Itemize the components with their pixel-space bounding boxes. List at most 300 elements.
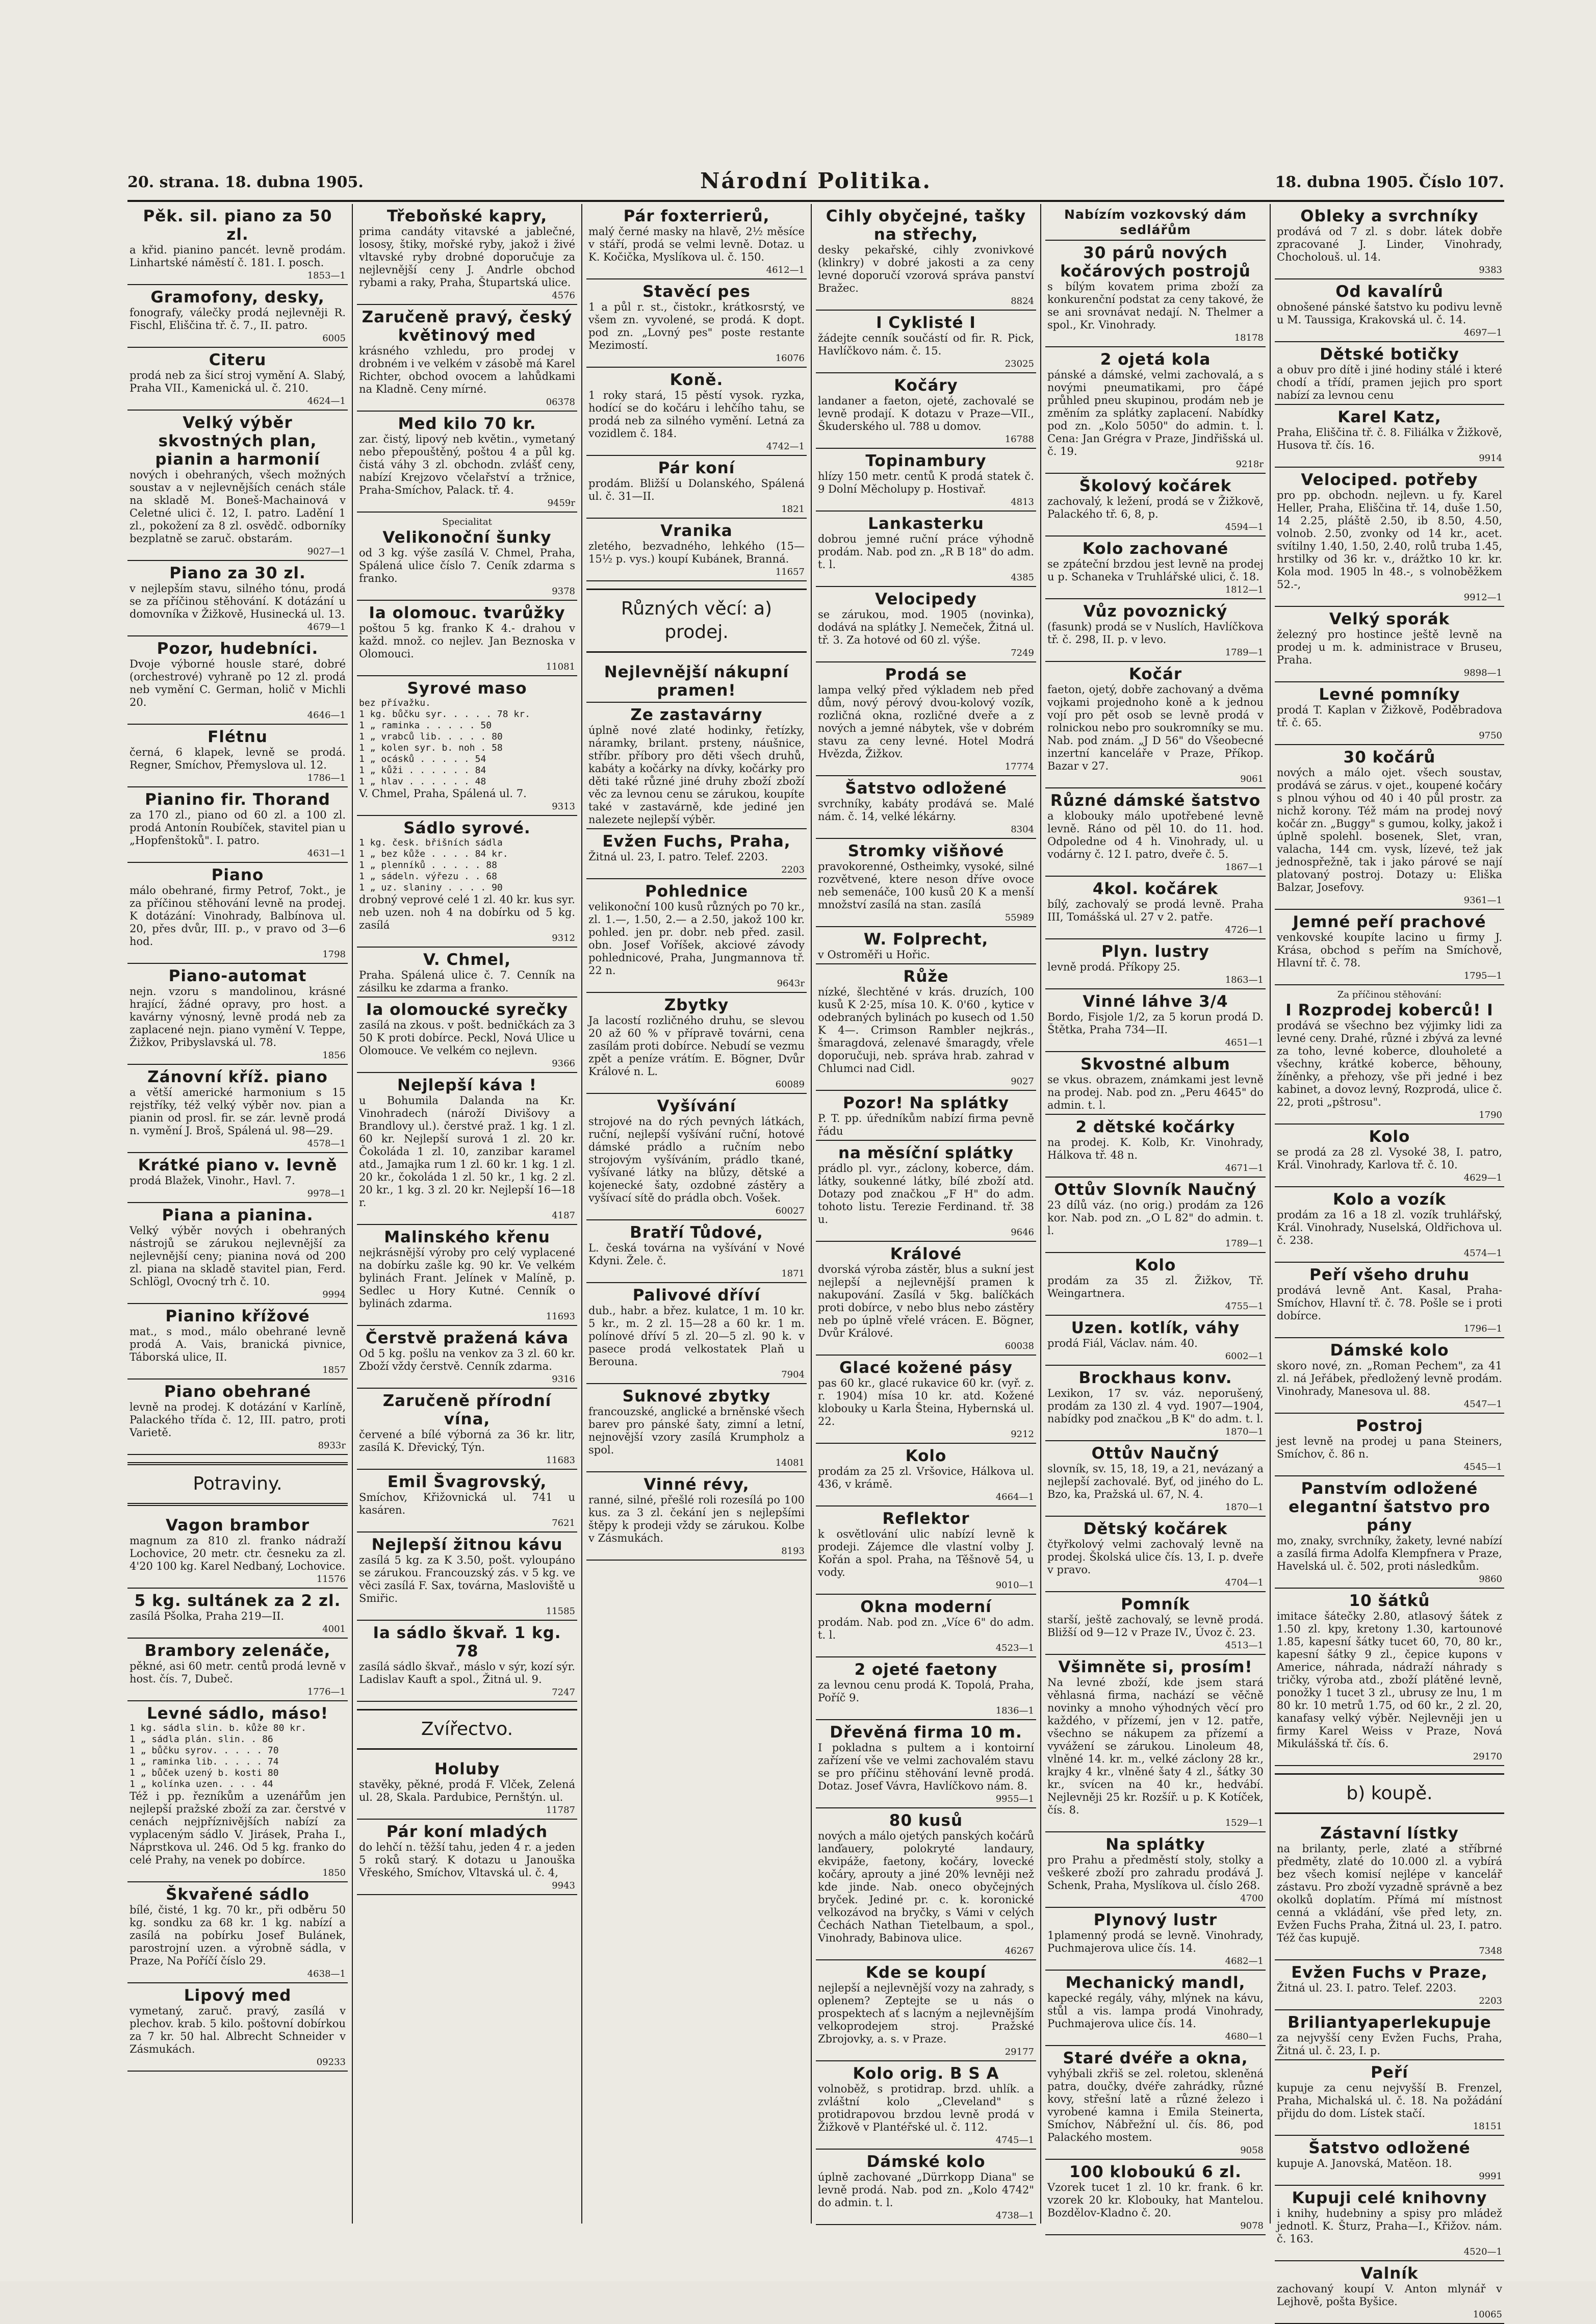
ad-title: Kde se koupí <box>865 1963 987 1982</box>
classified-ad <box>127 348 348 411</box>
ad-title: Nejlepší žitnou kávu <box>371 1536 563 1554</box>
ad-title: Kupuji celé knihovny <box>1292 2189 1487 2207</box>
ad-title: Pianino fir. Thorand <box>145 790 330 809</box>
ad-title: Krátké piano v. levně <box>138 1156 338 1174</box>
ad-body: čtyřkolový velmi zachovalý levně na prodej. Školská ulice čís. 13, I. p. dveře v pravo. <box>1047 1538 1264 1576</box>
ad-body: P. T. pp. úředníkům nabízí firma pevně řádu <box>818 1112 1034 1137</box>
classified-ad <box>1275 342 1504 405</box>
ad-code: 8933r <box>318 1440 346 1451</box>
ad-code: 6005 <box>322 333 346 344</box>
ad-title: Vinné láhve 3/4 <box>1083 992 1228 1011</box>
ad-body: dvorská výroba zástěr, blus a sukní jest nejlepší a nejlevnější pramen k nakupování. Zasílá v 5kg. balíčkách proti dobírce, v nebo blus nebo zástěry neb po úplně vřelé vrácen. E. Bögner, Dvůr Králové. <box>818 1263 1034 1339</box>
ad-body: pánské a dámské, velmi zachovalá, a s novými pneumatikami, pro čápé průhled pneu skupinou, prodám neb je změním za splátky zaplacení. Nabídky pod zn. „Kolo 5050" do admin. t. l. Cena: Jan Grégra v Praze, Jindřišská ul. č. 19. <box>1047 369 1264 457</box>
ad-title: Růže <box>903 967 949 986</box>
ad-code: 29170 <box>1473 1751 1502 1762</box>
classified-ad <box>357 1225 577 1326</box>
columns-container <box>127 204 1504 2320</box>
classified-ad <box>586 1472 807 1561</box>
ad-body: a klobouky málo upotřebené levně levně. Ráno od pěl 10. do 11. hod. Odpoledne od 4 h. Vinohrady, ul. u vodárny č. 12 I. patro, dveře č. 5. <box>1047 810 1264 860</box>
ad-code: 4745—1 <box>995 2135 1034 2146</box>
ad-title: Obleky a svrchníky <box>1300 207 1479 225</box>
ad-title: Pár koní mladých <box>386 1823 548 1841</box>
classified-ad <box>1275 910 1504 985</box>
classified-ad <box>816 1657 1036 1720</box>
column-1 <box>127 204 348 2224</box>
ad-code: 2203 <box>1479 1996 1502 2006</box>
ad-code: 8193 <box>781 1546 805 1556</box>
ad-code: 9955—1 <box>995 1794 1034 1804</box>
ad-body: pravokorenné, Ostheimky, vysoké, silné rozvětvené, ktere neson dříve ovoce neb semenáče, 100 kusů 20 K a menší množství zasílá na stan. zasílá <box>818 860 1034 911</box>
classified-ad <box>1045 939 1266 989</box>
ad-body: a křid. pianino pancét. levně prodám. Linhartské náměstí č. 181. I. posch. <box>130 244 346 269</box>
ad-title: Nejlepší káva ! <box>397 1076 537 1094</box>
ad-body: nových a málo ojet. všech soustav, prodává se zárus. v ojet., koupené kočáry s plnou výhou od 40 i 40 půl prostr. za nichž korony. Též mám na prodej nový kočár zn. „Buggy" s gumou, kolky, jakož i úplně spolehl. bosenek, Slet, vran, valacha, 144 cm. vysk, lízevé, tež jak jednospřežně, tak i jako párové se nají platovaný postroj. Dotazy u: Eliška Balzar, Josefovy. <box>1277 767 1502 893</box>
classified-ad <box>816 662 1036 776</box>
ad-code: 7621 <box>552 1518 575 1528</box>
ad-code: 4547—1 <box>1463 1399 1502 1410</box>
ad-body: pas 60 kr., glacé rukavice 60 kr. (vyř. z. r. 1904) mísa 10 kr. atd. Kožené klobouky u Karla Šteina, Hybernská ul. 22. <box>818 1377 1034 1427</box>
ad-title: 2 ojetá kola <box>1100 350 1211 369</box>
classified-ad <box>357 601 577 676</box>
ad-body: se prodá za 28 zl. Vysoké 38, I. patro, Král. Vinohrady, Karlova tř. č. 10. <box>1277 1146 1502 1171</box>
ad-title: Uzen. kotlík, váhy <box>1071 1319 1240 1337</box>
ad-code: 6002—1 <box>1225 1351 1264 1362</box>
ad-code: 11081 <box>546 661 575 672</box>
ad-body: levně na prodej. K dotázání v Karlíně, Palackého třída č. 12, III. patro, proti Varietě. <box>130 1401 346 1439</box>
classified-ad <box>1275 2060 1504 2136</box>
ad-code: 4631—1 <box>307 848 346 859</box>
ad-title: Čerstvě pražená káva <box>365 1329 569 1347</box>
ad-body: dobrou jemné ruční práce výhodně prodám. Nab. pod zn. „R B 18" do adm. t. l. <box>818 533 1034 571</box>
section-heading: Různých věcí: a) prodej. <box>586 589 807 653</box>
ad-list-line: 1 „ sádla plán. slin. . 86 <box>130 1734 273 1745</box>
ad-title: Brambory zelenáče, <box>144 1642 331 1660</box>
classified-ad <box>1275 2010 1504 2060</box>
ad-body: 1plamenný prodá se levně. Vinohrady, Puchmajerova ulice čís. 14. <box>1047 1929 1264 1954</box>
ad-body: fonografy, válečky prodá nejlevněji R. Fischl, Eliščina tř. č. 7., II. patro. <box>130 307 346 331</box>
ad-body: vyhýbali zkřiš se zel. roletou, skleněná patra, doučky, dvéře zahrádky, různé kovy, střešní latě a různé železo i vyrobené kamna i Emila Steinerta, Smíchov, Nábřežní ul. čís. 86, pod Palackého mostem. <box>1047 2067 1264 2143</box>
ad-code: 9058 <box>1240 2145 1264 2156</box>
ad-title: Kolo a vozík <box>1333 1190 1446 1209</box>
classified-ad <box>1045 1441 1266 1517</box>
ad-code: 1870—1 <box>1225 1502 1264 1513</box>
classified-ad <box>1045 1832 1266 1908</box>
ad-code: 9991 <box>1479 2171 1502 2182</box>
ad-list-line: 1 kg. bůčku syr. . . . . 78 kr. <box>359 709 530 720</box>
ad-code: 9383 <box>1479 265 1502 275</box>
classified-ad <box>816 776 1036 839</box>
ad-title: V. Chmel, <box>423 951 511 969</box>
ad-code: 9646 <box>1011 1227 1034 1238</box>
ad-title: Dámské kolo <box>1330 1341 1449 1360</box>
classified-ad <box>357 816 577 948</box>
ad-title: Glacé kožené pásy <box>839 1359 1013 1377</box>
classified-ad <box>1045 1366 1266 1441</box>
ad-body: málo obehrané, firmy Petrof, 7okt., je za příčinou stěhování levně na prodej. K dotázání: Vinohrady, Balbínova ul. 20, přes dvůr, III. p., v pravo od 3—6 hod. <box>130 884 346 948</box>
ad-code: 9316 <box>552 1374 575 1385</box>
classified-ad <box>127 1701 348 1882</box>
ad-body: prodává se všechno bez výjimky lidi za levné ceny. Drahé, různé i zbývá za levné za toho, levné koberce, dlouholeté a všechny, krátké koberce, běhouny, žíněnky, a přehozy, vše při jedné i bez kabinet, a dovoz levný, Rozprodá, ulice č. 22, proti „pštrosu". <box>1277 1019 1502 1108</box>
classified-ad <box>357 1757 577 1820</box>
ad-code: 4700 <box>1240 1893 1264 1904</box>
ad-body: ranné, silné, přešlé roli rozesílá po 100 kus. za 3 zl. čekání jen s nejlepšími štěpy k prodeji vždy se zárukou. Kolbe v Zásmukách. <box>588 1494 805 1544</box>
classified-ad <box>816 1091 1036 1141</box>
ad-code: 4726—1 <box>1225 925 1264 935</box>
ad-code: 9010—1 <box>995 1580 1034 1591</box>
ad-body: kupuje za cenu nejvyšší B. Frenzel, Praha, Michalská ul. č. 18. Na požádání přijdu do dom. Lístek stačí. <box>1277 2082 1502 2119</box>
ad-title: Na splátky <box>1105 1835 1205 1854</box>
ad-code: 7247 <box>552 1687 575 1698</box>
classified-ad <box>1045 241 1266 347</box>
ad-body: Též i pp. řezníkům a uzenářům jen nejlepší pražské zboží za zar. čerstvé v cenách nejpříznivějších nabízí za vyplaceným sádlo V. Jirásek, Praha I., Náprstkova ul. 246. Od 5 kg. franko do celé Prahy, na venek po dobírce. <box>130 1790 346 1866</box>
ad-body: zasílá sádlo škvař., máslo v sýr, kozí sýr. Ladislav Kauft a spol., Žitná ul. 9. <box>359 1661 575 1685</box>
ad-list-line: 1 „ bůček uzený b. kosti 80 <box>130 1768 279 1778</box>
ad-code: 9027—1 <box>307 546 346 557</box>
ad-code: 4629—1 <box>1463 1172 1502 1183</box>
classified-ad <box>1045 877 1266 939</box>
classified-ad <box>1275 1589 1504 1766</box>
ad-list-line: bez přívažku. <box>359 698 431 708</box>
ad-body: Lexikon, 17 sv. váz. neporušený, prodám za 130 zl. 4 vyd. 1907—1904, nabídky pod značkou „B K" do adm. t. l. <box>1047 1387 1264 1425</box>
ad-code: 1795—1 <box>1463 971 1502 981</box>
ad-title: Šatstvo odložené <box>845 779 1007 798</box>
ad-title: 80 kusů <box>889 1811 963 1830</box>
ad-title: Staré dvéře a okna, <box>1063 2049 1248 2067</box>
ad-body: pěkné, asi 60 metr. centů prodá levně v host. čís. 7, Dubeč. <box>130 1660 346 1685</box>
ad-code: 1786—1 <box>307 773 346 783</box>
ad-code: 1857 <box>322 1365 346 1375</box>
ad-body: na brilanty, perle, zlaté a stříbrné předměty, zlaté do 10.000 zl. a vybírá bez všech komisí nejlépe v kancelář zástavu. Pro zboží vyzadně správně a bez okolků doplatím. Přímá mí místnost cenná a vkládání, vše před lety, zn. Evžen Fuchs Praha, Žitná ul. 23, I. patro. Též čas kupujě. <box>1277 1843 1502 1944</box>
ad-title: Velký výběr skvostných plan, pianin a harmonií <box>155 414 320 469</box>
ad-title: Plynový lustr <box>1093 1911 1218 1929</box>
ad-code: 9643r <box>777 978 805 989</box>
ad-code: 7249 <box>1011 648 1034 658</box>
classified-ad <box>127 1882 348 1983</box>
classified-ad <box>586 1384 807 1472</box>
ad-kicker: Specialitat <box>442 517 492 527</box>
ad-body: volnoběž, s protidrap. brzd. uhlík. a zvláštní kolo „Cleveland" s protidrapovou brzdou levně prodá v Žižkově v Plantéřské ul. č. 112. <box>818 2083 1034 2133</box>
ad-title: Velikonoční šunky <box>382 528 552 547</box>
ad-title: Suknové zbytky <box>622 1387 771 1406</box>
ad-code: 60027 <box>775 1206 805 1216</box>
classified-ad <box>1275 2261 1504 2324</box>
ad-list-line: 1 kg. sádla slin. b. kůže 80 kr. <box>130 1723 306 1733</box>
ad-code: 4578—1 <box>307 1138 346 1149</box>
classified-ad <box>127 863 348 964</box>
ad-code: 1821 <box>781 504 805 515</box>
ad-code: 9078 <box>1240 2220 1264 2231</box>
ad-body: prodám za 35 zl. Žižkov, Tř. Weingartnera. <box>1047 1274 1264 1299</box>
ad-title: Ia olomoucké syrečky <box>366 1001 569 1019</box>
classified-ad <box>1275 1414 1504 1476</box>
ad-title: Cihly obyčejné, tašky na střechy, <box>826 207 1026 244</box>
ad-code: 4679—1 <box>307 622 346 632</box>
ad-title: Koně. <box>670 371 724 389</box>
classified-ad <box>357 998 577 1073</box>
ad-title: Ia sádlo škvař. 1 kg. 78 <box>373 1624 561 1661</box>
ad-title: Malinského křenu <box>384 1228 550 1246</box>
section-heading: b) koupě. <box>1275 1773 1504 1814</box>
ad-title: Vyšívání <box>657 1097 736 1115</box>
ad-list-line: 1 „ bez kůže . . . . 84 kr. <box>359 849 508 859</box>
ad-title: Plyn. lustry <box>1101 942 1209 961</box>
ad-code: 9898—1 <box>1463 668 1502 678</box>
ad-body: na prodej. K. Kolb, Kr. Vinohrady, Hálkova tř. 48 n. <box>1047 1136 1264 1161</box>
classified-ad <box>1045 474 1266 537</box>
ad-code: 1776—1 <box>307 1687 346 1697</box>
ad-title: Velociped. potřeby <box>1301 471 1478 489</box>
page-header <box>127 168 1504 199</box>
ad-body: (fasunk) prodá se v Nuslích, Havlíčkova tř. č. 298, II. p. v levo. <box>1047 621 1264 646</box>
ad-body: L. česká továrna na vyšívání v Nové Kdyni. Žele. č. <box>588 1242 805 1267</box>
ad-code: 14081 <box>775 1458 805 1468</box>
ad-title: Emil Švagrovský, <box>387 1473 547 1491</box>
classified-ad <box>1275 745 1504 910</box>
ad-body: železný pro hostince ještě levně na prodej u m. k. administrace v Bruseu, Praha. <box>1277 628 1502 666</box>
ad-code: 16788 <box>1005 434 1034 445</box>
ad-body: v nejlepším stavu, silného tónu, prodá se za příčinou stěhování. K dotázání u domovníka v Žižkově, Husinecká ul. 13. <box>130 582 346 620</box>
ad-code: 11576 <box>316 1574 346 1585</box>
ad-body: úplně nové zlaté hodinky, řetízky, náramky, brilant. prsteny, náušnice, stříbr. příbory pro děti všech druhů, kabáty a kočárky na dívky, kočárky pro děti také různé jiné druhy zboží zboží věc za levnou cenu se zárukou, koupíte také v zastavárně, kde jediné jen nalezete nejlepší výběr. <box>588 724 805 826</box>
ad-title: 2 ojeté faetony <box>854 1661 998 1679</box>
classified-ad <box>816 311 1036 373</box>
ad-list-line: 1 „ uz. slaniny . . . . 90 <box>359 882 503 893</box>
ad-code: 9366 <box>552 1058 575 1069</box>
ad-body: pro Prahu a předměstí stoly, stolky a veškeré zboží pro zahradu prodává J. Schenk, Praha, Myslíkova ul. číslo 268. <box>1047 1854 1264 1892</box>
ad-code: 9860 <box>1479 1574 1502 1585</box>
classified-ad <box>816 839 1036 927</box>
ad-title: Flétnu <box>208 728 268 746</box>
ad-body: se zpáteční brzdou jest levně na prodej u p. Schaneka v Truhlářské ulici, č. 18. <box>1047 558 1264 583</box>
ad-title: Karel Katz, <box>1337 408 1441 426</box>
ad-code: 23025 <box>1005 359 1034 369</box>
ad-title: Okna moderní <box>860 1598 992 1616</box>
ad-title: Ze zastavárny <box>630 706 763 724</box>
ad-body: desky pekařské, cihly zvonivkové (klinkry) v dobré jakosti a za ceny levné doporučí vzorová správa panství Bražec. <box>818 244 1034 294</box>
ad-body: prodám za 25 zl. Vršovice, Hálkova ul. 436, v krámě. <box>818 1465 1034 1490</box>
ad-title: Lipový med <box>184 1986 292 2005</box>
ad-title: Bratří Tůdové, <box>630 1223 763 1242</box>
ad-body: obnošené pánské šatstvo ku podivu levně u M. Taussiga, Krakovská ul. č. 14. <box>1277 301 1502 326</box>
ad-title: Nejlevnější nákupní pramen! <box>604 663 789 700</box>
classified-ad <box>1045 2046 1266 2160</box>
ad-body: prodám za 16 a 18 zl. vozík truhlářský, Král. Vinohrady, Nuselská, Oldřichova ul. č. 238. <box>1277 1209 1502 1246</box>
ad-code: 4704—1 <box>1225 1577 1264 1588</box>
ad-body: dub., habr. a břez. kulatce, 1 m. 10 kr. 5 kr., m. 2 zl. 15—28 a 60 kr. 1 m. polínové dříví 5 zl. 20—5 zl. 90 k. v pasece prodá velkostatek Plaň u Berouna. <box>588 1305 805 1368</box>
classified-ad <box>357 1389 577 1470</box>
ad-title: Piano obehrané <box>164 1383 312 1401</box>
ad-title: 30 párů nových kočárových postrojů <box>1060 244 1251 280</box>
column-rule <box>352 204 353 2224</box>
classified-ad <box>816 1808 1036 1960</box>
ad-title: 4kol. kočárek <box>1092 880 1219 898</box>
ad-title: Králové <box>890 1245 962 1263</box>
header-rule <box>127 200 1504 202</box>
ad-code: 4813 <box>1011 497 1034 507</box>
ad-body: Vzorek tucet 1 zl. 10 kr. frank. 6 kr. vzorek 20 kr. Klobouky, hat Mantelou. Bozdělov-Kladno č. 20. <box>1047 2181 1264 2219</box>
classified-ad <box>816 1141 1036 1242</box>
ad-body: imitace šátečky 2.80, atlasový šátek z 1.50 zl. kpy, kretony 1.30, kartounové 1.85, kapesní šátky tucet 60, 70, 80 kr., kapesní šátky 9 zl., čepice kupons v Americe, náhrada, nádraží náhrady s tričky, výroba atd., zboží plátěné levně, ponožky 1 tucet 3 zl., ubrusy ze lnu, 1 m 80 kr. 10 metrů 1.75, od 60 kr., 2 zl. 20, kanafasy velký výběr. Nejlevněji jen u firmy Karel Weiss v Praze, Nová Mikulášská tř. čís. 6. <box>1277 1610 1502 1750</box>
classified-ad <box>127 1983 348 2072</box>
ad-body: zar. čistý, lipový neb květin., vymetaný nebo přepouštěný, poštou 4 a půl kg. čistá váhy 3 zl. obchodn. zvlášť ceny, nabízí Krejzovo včelařství a tržnice, Praha-Smíchov, Palack. tř. 4. <box>359 433 575 496</box>
ad-code: 1871 <box>781 1268 805 1279</box>
ad-list-line: 1 kg. česk. břišních sádla <box>359 837 503 848</box>
ad-title: Piano za 30 zl. <box>169 564 306 582</box>
ad-body: kupuje A. Janovská, Matěon. 18. <box>1277 2157 1452 2169</box>
ad-code: 1529—1 <box>1225 1818 1264 1828</box>
ad-body: faeton, ojetý, dobře zachovaný a dvěma vojkami projednoho koně a k jednou vojí pro pět osob se levně prodá v rolnickou nebo pro soukromníky se mu. Nab. pod znám. „J D 56" do Všeobecné inzertní kanceláře v Praze, Příkop. Bazar v 27. <box>1047 683 1264 772</box>
ad-title: Citeru <box>209 351 267 369</box>
ad-title: Velký sporák <box>1329 610 1450 628</box>
classified-ad <box>1275 2136 1504 2186</box>
ad-title: Stromky višňové <box>847 842 1005 860</box>
ad-body: od 3 kg. výše zasílá V. Chmel, Praha, Spálená ulice číslo 7. Ceník zdarma s franko. <box>359 547 575 584</box>
ad-code: 9361—1 <box>1463 895 1502 906</box>
ad-list-line: 1 „ raminka . . . . . 50 <box>359 720 492 731</box>
ad-code: 06378 <box>546 397 575 407</box>
ad-body: V. Chmel, Praha, Spálená ul. 7. <box>359 787 527 800</box>
ad-code: 9978—1 <box>307 1188 346 1199</box>
ad-title: Pozor! Na splátky <box>842 1094 1010 1112</box>
ad-title: Pomník <box>1121 1595 1190 1614</box>
ad-code: 1798 <box>322 949 346 960</box>
ad-title: Od kavalírů <box>1335 283 1444 301</box>
ad-title: Vranika <box>660 522 733 540</box>
ad-code: 9312 <box>552 933 575 943</box>
ad-list-line: 1 „ hlav . . . . . . 48 <box>359 776 486 787</box>
classified-ad <box>127 1304 348 1380</box>
ad-title: 10 šátků <box>1349 1592 1430 1610</box>
classified-ad <box>1045 662 1266 788</box>
ad-body: se zárukou, mod. 1905 (novinka), dodává na splátky J. Nemeček, Žitná ul. tř. 3. Za hotové od 60 zl. výše. <box>818 608 1034 646</box>
classified-ad <box>816 587 1036 662</box>
classified-ad <box>586 368 807 456</box>
ad-title: Kolo <box>905 1447 947 1465</box>
ad-title: Kočáry <box>894 376 958 395</box>
ad-body: nízké, šlechtěné v krás. druzích, 100 kusů K 2·25, mísa 10. K. 0'60 , kytice v odebraných bylinách po kusech od 1.50 K 4—. Crimson Rambler nejkrás., šmaragdová, zelenavé šmaragdy, vřele doporučuji, neb. správa hrab. zahrad v Chlumci nad Cidl. <box>818 986 1034 1075</box>
ad-body: 23 dílů váz. (no orig.) prodám za 126 kor. Nab. pod zn. „O L 82" do admin. t. l. <box>1047 1199 1264 1237</box>
ad-body: s bílým kovatem prima zboží za konkurenční podstat za ceny takové, že se ani srovnávat nedají. N. Thelmer a spol., Kr. Vinohrady. <box>1047 280 1264 331</box>
classified-ad <box>357 1621 577 1702</box>
column-3 <box>586 204 807 2224</box>
ad-body: 1 a půl r. st., čistokr., krátkosrstý, ve všem zn. vyvolené, se prodá. K dopt. pod zn. „Lovný pes" poste restante Mezimostí. <box>588 301 805 351</box>
ad-body: drobný veprové celé 1 zl. 40 kr. kus syr. neb uzen. noh 4 na dobírku od 5 kg. zasílá <box>359 893 575 931</box>
classified-ad <box>127 285 348 348</box>
ad-code: 1812—1 <box>1225 584 1264 595</box>
ad-title: Pár koní <box>658 459 735 477</box>
ad-title: Med kilo 70 kr. <box>398 415 536 433</box>
classified-ad <box>127 787 348 863</box>
ad-body: zasílá 5 kg. za K 3.50, pošt. vyloupáno se zárukou. Francouzský zás. v 5 kg. ve věci zasílá F. Sax, továrna, Masloviště u Smiřic. <box>359 1554 575 1604</box>
ad-title: Nabízím vozkovský dám sedlářům <box>1064 207 1247 237</box>
ad-body: prodává od 7 zl. s dobr. látek dobře zpracované J. Linder, Vinohrady, Chocholouš. ul. 14. <box>1277 225 1502 263</box>
ad-body: úplně zachované „Dürrkopp Diana" se levně prodá. Nab. pod zn. „Kolo 4742" do admin. t. l. <box>818 2171 1034 2209</box>
classified-ad <box>586 993 807 1094</box>
ad-body: Bordo, Fisjole 1/2, za 5 korun prodá D. Štětka, Praha 734—II. <box>1047 1011 1264 1036</box>
classified-ad <box>1045 1178 1266 1253</box>
ad-body: prádlo pl. vyr., záclony, koberce, dám. látky, soukenné látky, bílé zboží atd. Dotazy pod značkou „F H" do adm. tohoto listu. Terezie Ferdinand. tř. 38 u. <box>818 1162 1034 1225</box>
classified-ad <box>357 513 577 601</box>
classified-ad <box>1045 1655 1266 1832</box>
ad-list-line: 1 „ sádeln. výřezu . . 68 <box>359 871 497 882</box>
ad-list-line: 1 „ kolen syr. b. noh . 58 <box>359 743 503 753</box>
ad-title: Piano <box>211 866 264 884</box>
ad-code: 11787 <box>546 1805 575 1816</box>
ad-title: na měsíční splátky <box>838 1144 1014 1162</box>
ad-code: 4520—1 <box>1463 2246 1502 2257</box>
classified-ad <box>1045 204 1266 241</box>
ad-title: Kolo zachované <box>1082 540 1229 558</box>
ad-title: Evžen Fuchs v Praze, <box>1291 1963 1488 1982</box>
classified-ad <box>1045 1115 1266 1178</box>
ad-code: 1850 <box>322 1868 346 1878</box>
ad-title: Postroj <box>1356 1417 1423 1435</box>
classified-ad <box>816 2061 1036 2150</box>
ad-title: Kolo <box>1369 1128 1410 1146</box>
ad-code: 7348 <box>1479 1946 1502 1956</box>
ad-body: I pokladna s pultem a i kontoirní zařízení vše ve velmi zachovalém stavu se pro příčinu stěhování levně prodá. Dotaz. Josef Vávra, Havlíčkovo nám. 8. <box>818 1742 1034 1792</box>
ad-body: mat., s mod., málo obehrané levně prodá A. Vais, branická pivnice, Táborská ulice, II. <box>130 1325 346 1363</box>
classified-ad <box>127 204 348 285</box>
ad-code: 1856 <box>322 1050 346 1061</box>
ad-body: zachovalý, k ležení, prodá se v Žižkově, Palackého tř. 6, 8, p. <box>1047 495 1264 520</box>
ad-title: Prodá se <box>885 666 967 684</box>
ad-body: bílý, zachovalý se prodá levně. Praha III, Tomášská ul. 27 v 2. patře. <box>1047 898 1264 923</box>
ad-code: 7904 <box>781 1369 805 1380</box>
ad-body: malý černé masky na hlavě, 2½ měsíce v stáří, prodá se velmi levně. Dotaz. u K. Kočička, Myslíkova ul. č. 150. <box>588 225 805 263</box>
classified-ad <box>586 519 807 581</box>
ad-title: Různé dámské šatstvo <box>1050 791 1261 810</box>
classified-ad <box>586 279 807 368</box>
ad-title: Pěk. sil. piano za 50 zl. <box>143 207 332 244</box>
ad-title: Vagon brambor <box>165 1516 310 1535</box>
classified-ad <box>357 204 577 305</box>
ad-list-line: 1 „ raminka lib. . . . . 74 <box>130 1756 279 1767</box>
classified-ad <box>357 1073 577 1225</box>
classified-ad <box>816 1444 1036 1506</box>
classified-ad <box>357 1470 577 1533</box>
ad-body: prodá Fiál, Václav. nám. 40. <box>1047 1337 1198 1349</box>
ad-title: Vůz povoznický <box>1083 602 1228 621</box>
classified-ad <box>127 411 348 561</box>
column-2 <box>357 204 577 2224</box>
ad-body: černá, 6 klapek, levně se prodá. Regner, Smíchov, Přemyslova ul. 12. <box>130 746 346 771</box>
ad-code: 4523—1 <box>995 1643 1034 1653</box>
ad-body: Smíchov, Křižovnická ul. 741 u kasáren. <box>359 1491 575 1516</box>
ad-body: žádejte cenník součástí od fir. R. Pick, Havlíčkovo nám. č. 15. <box>818 332 1034 357</box>
classified-ad <box>127 964 348 1065</box>
ad-body: do lehčí n. těžší tahu, jeden 4 r. a jeden 5 roků starý. K dotazu u Janouška Vřeského, Smíchov, Vltavská ul. č. 4, <box>359 1841 575 1879</box>
ad-code: 1853—1 <box>307 270 346 281</box>
ad-body: Na levné zboží, kde jsem stará věhlasná firma, nachází se věčně novinky a mnoho výhodných věcí pro každého, v přízemí, jen v 12. patře, všechno se nákupem za přízemí a vyvážení se zárukou. Linoleum 48, vlněné 14. kr. m., velké záclony 28 kr., krajky 4 kr., vlněné šaty 4 zl., šátky 30 kr., svícen na 40 kr., hedvábí. Nejlevněji 25 kr. Rozšíř. u p. K Kotíček, čís. 8. <box>1047 1676 1264 1816</box>
ad-body: zasílá Pšolka, Praha 219—II. <box>130 1610 285 1622</box>
ad-code: 4612—1 <box>766 265 805 275</box>
ad-code: 55989 <box>1005 912 1034 923</box>
ad-list-line: 1 „ kolínka uzen. . . . 44 <box>130 1779 273 1790</box>
column-5 <box>1045 204 1266 2231</box>
column-6 <box>1275 204 1504 2320</box>
column-rule <box>1040 204 1041 2224</box>
ad-title: Ottův Slovník Naučný <box>1054 1181 1257 1199</box>
ad-code: 18178 <box>1234 333 1264 343</box>
ad-title: Vinné révy, <box>643 1475 750 1494</box>
ad-code: 46267 <box>1005 1946 1034 1956</box>
classified-ad <box>816 1506 1036 1595</box>
ad-code: 10065 <box>1473 2309 1502 2320</box>
classified-ad <box>816 2150 1036 2225</box>
ad-title: Sádlo syrové. <box>403 819 531 837</box>
classified-ad <box>1275 1476 1504 1589</box>
